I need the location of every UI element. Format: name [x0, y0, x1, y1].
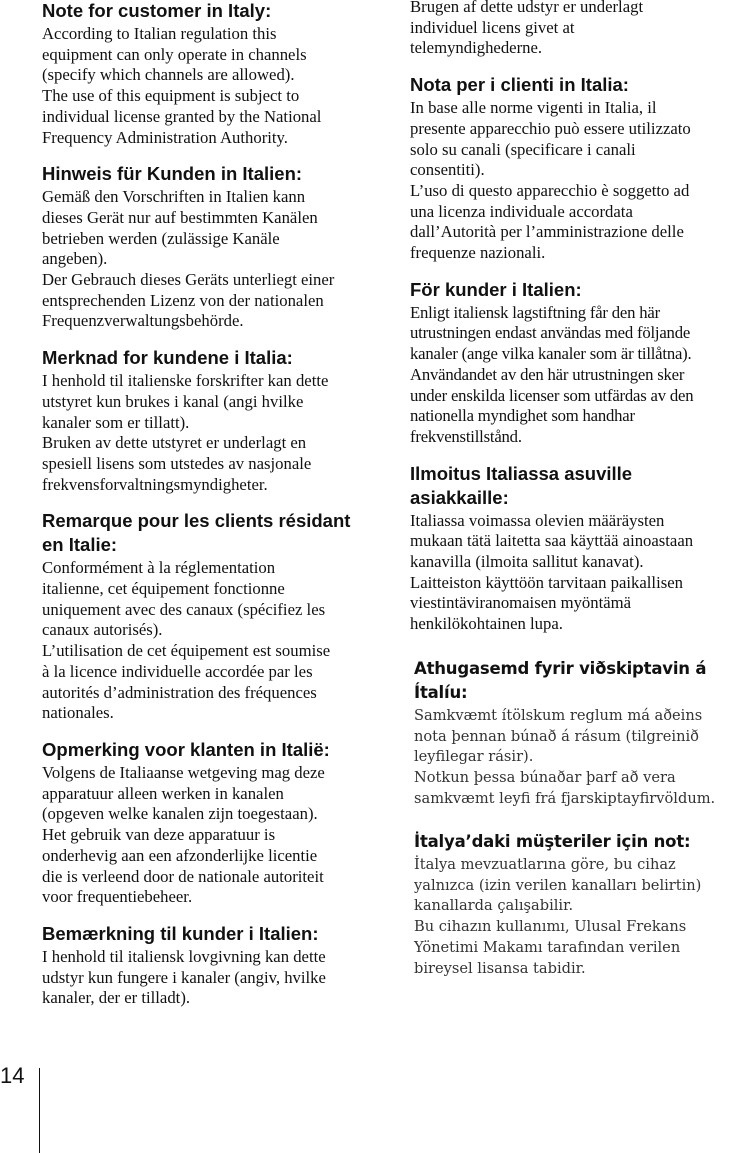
notice-heading: Hinweis für Kunden in Italien:	[42, 163, 303, 185]
notice-heading: Remarque pour les clients résidant en Italie:	[42, 510, 351, 556]
notice-icelandic	[410, 657, 732, 810]
notice-dutch	[42, 738, 368, 908]
notice-heading: Bemærkning til kunder i Italien:	[42, 922, 319, 944]
notice-body: İtalya mevzuatlarına göre, bu cihaz yalnızca (izin verilen kanalları belirtin) kanallarda çalışabilir. Bu cihazın kullanımı, Ulusal Frekans Yönetimi Makamı tarafından verilen bireysel lisansa tabidir.	[414, 855, 702, 977]
notice-heading: Merknad for kundene i Italia:	[42, 347, 293, 369]
notice-english	[42, 0, 368, 148]
notice-french	[42, 509, 368, 724]
notice-body: Samkvæmt ítölskum reglum má aðeins nota þennan búnað á rásum (tilgreinið leyfilegar rásir). Notkun þessa búnaðar þarf að vera samkvæmt leyfi frá fjarskiptayfirvöldum.	[414, 706, 716, 808]
notice-heading: Note for customer in Italy:	[42, 0, 272, 21]
notice-body: In base alle norme vigenti in Italia, il presente apparecchio può essere utilizzato solo su canali (specificare i canali consentiti). L’uso di questo apparecchio è soggetto ad una licenza individuale accordata dall’Autorità per l’amministrazione delle frequenze nazionali.	[410, 98, 691, 263]
notice-body: Italiassa voimassa olevien määräysten mukaan tätä laitetta saa käyttää ainoastaan kanavilla (ilmoita sallitut kanavat). Laitteiston käyttöön tarvitaan paikallisen viestintäviranomaisen myöntämä henkilökohtainen lupa.	[410, 510, 694, 634]
notice-heading: För kunder i Italien:	[410, 278, 582, 300]
notice-heading: Ilmoitus Italiassa asuville asiakkaille:	[410, 462, 633, 508]
page-number: 14	[0, 1063, 25, 1088]
notice-heading: Opmerking voor klanten in Italië:	[42, 738, 330, 760]
notice-danish-continued: Brugen af dette udstyr er underlagt individuel licens givet at telemyndighederne.	[410, 0, 644, 58]
notice-body: I henhold til italienske forskrifter kan dette utstyret kun brukes i kanal (angi hvilke kanaler som er tillatt). Bruken av dette utstyret er underlagt en spesiell lisens som utstedes av nasjonale frekvensforvaltningsmyndigheter.	[42, 371, 329, 494]
notice-turkish	[410, 830, 732, 980]
notice-italian	[410, 73, 732, 264]
right-column	[410, 0, 732, 994]
notice-swedish	[410, 278, 732, 448]
notice-heading: Nota per i clienti in Italia:	[410, 74, 629, 96]
notice-heading: İtalya’daki müşteriler için not:	[414, 831, 691, 851]
notice-heading: Athugasemd fyrir viðskiptavin á Ítalíu:	[414, 658, 707, 702]
notice-body: According to Italian regulation this equipment can only operate in channels (specify which channels are allowed). The use of this equipment is subject to individual license granted by the National Frequency Administration Authority.	[42, 24, 322, 147]
page-divider	[39, 1068, 40, 1153]
notice-finnish	[410, 462, 732, 635]
left-column	[42, 0, 368, 1023]
notice-body: I henhold til italiensk lovgivning kan dette udstyr kun fungere i kanaler (angiv, hvilke kanaler, der er tilladt).	[42, 946, 326, 1008]
notice-body: Enligt italiensk lagstiftning får den här utrustningen endast användas med följande kanaler (ange vilka kanaler som är tillåtna). Användandet av den här utrustningen sker under enskilda licenser som utfärdas av den nationella myndighet som handhar frekvenstillstånd.	[410, 302, 694, 446]
notice-norwegian	[42, 346, 368, 495]
notice-body: Volgens de Italiaanse wetgeving mag deze apparatuur alleen werken in kanalen (opgeven welke kanalen zijn toegestaan). Het gebruik van deze apparatuur is onderhevig aan een afzonderlijke licentie die is verleend door de nationale autoriteit voor frequentiebeheer.	[42, 762, 325, 907]
notice-body: Gemäß den Vorschriften in Italien kann dieses Gerät nur auf bestimmten Kanälen betrieben werden (zulässige Kanäle angeben). Der Gebrauch dieses Geräts unterliegt einer entsprechenden Lizenz von der nationalen Frequenzverwaltungsbehörde.	[42, 187, 335, 331]
notice-danish	[42, 922, 368, 1009]
notice-body: Conformément à la réglementation italienne, cet équipement fonctionne uniquement avec des canaux (spécifiez les canaux autorisés). L’utilisation de cet équipement est soumise à la licence individuelle accordée par les autorités d’administration des fréquences nationales.	[42, 558, 331, 723]
notice-german	[42, 162, 368, 332]
